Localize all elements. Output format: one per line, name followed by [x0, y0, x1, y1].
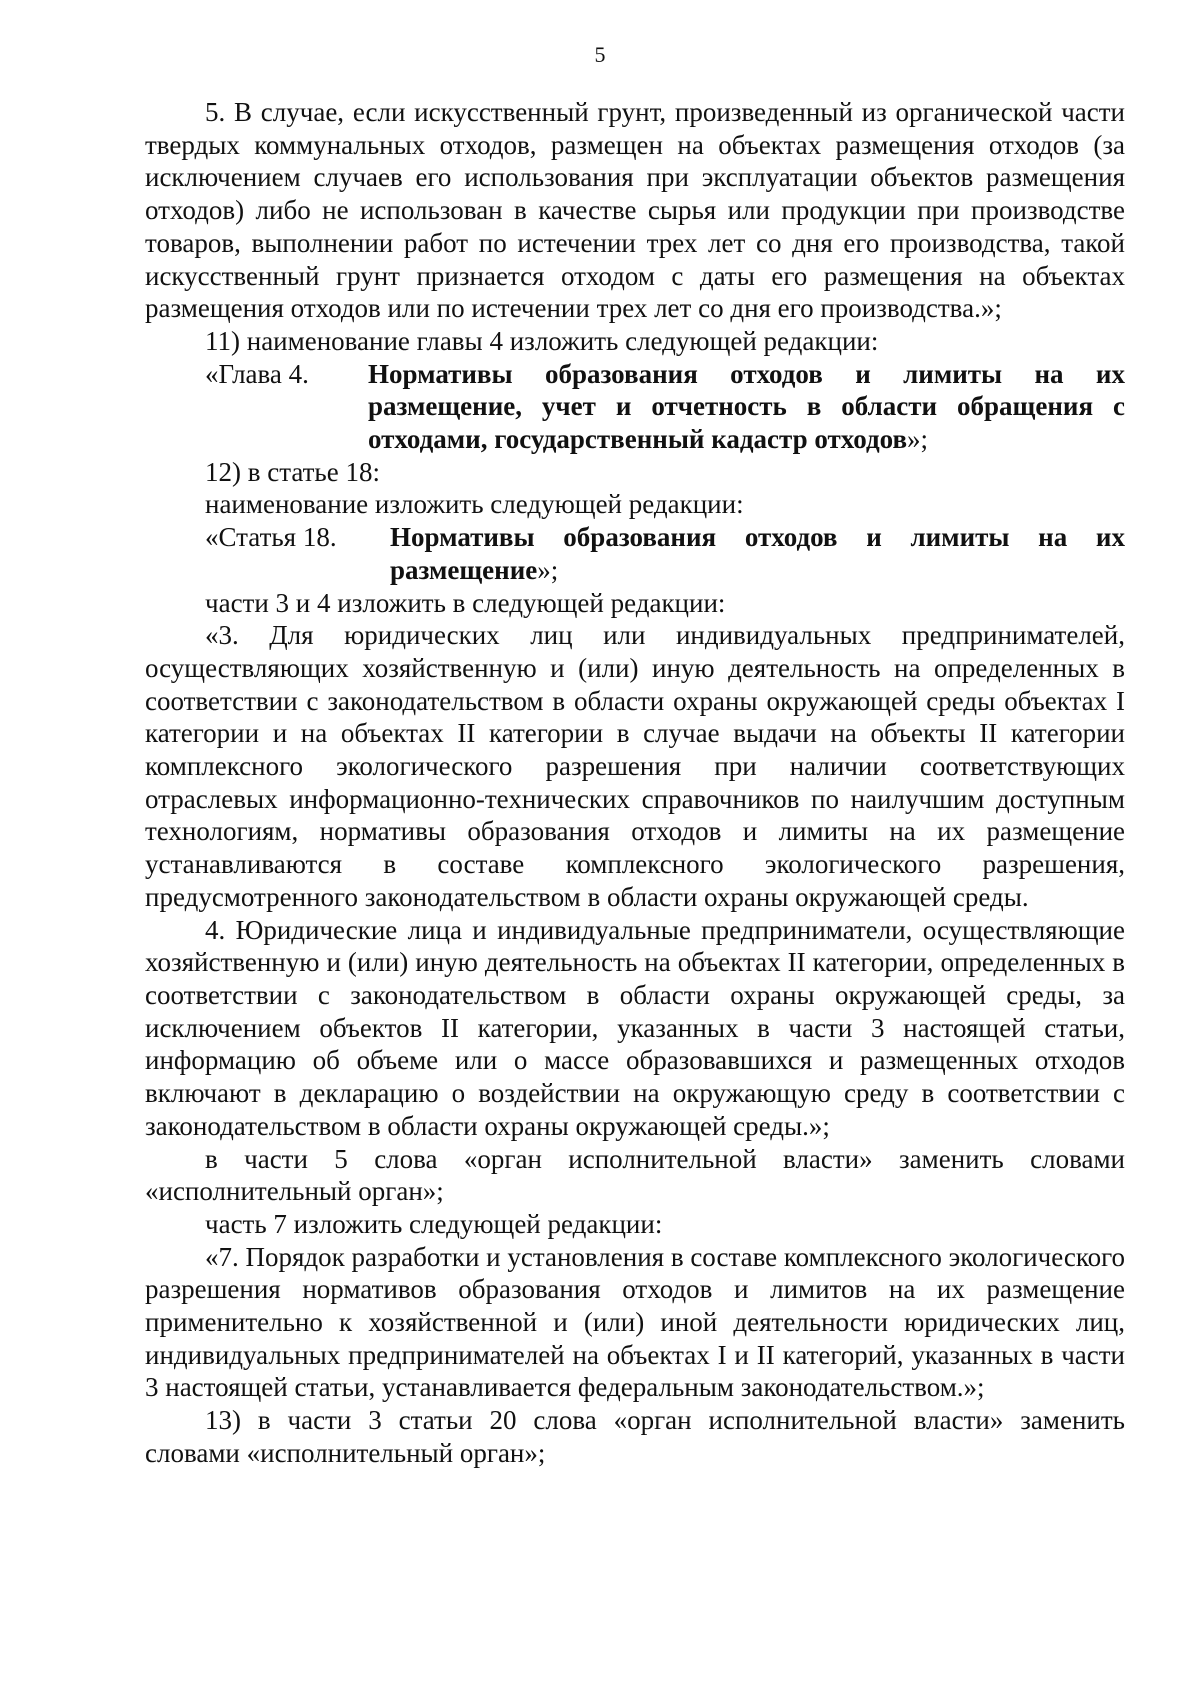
paragraph-item-13: 13) в части 3 статьи 20 слова «орган исполнительной власти» заменить словами «исполнительный орган»;: [145, 1405, 1125, 1468]
paragraph-name-change: наименование изложить следующей редакции:: [205, 489, 744, 520]
chapter-label: «Глава 4.: [205, 358, 309, 389]
article-title: [390, 521, 1125, 586]
paragraph-item-5: 5. В случае, если искусственный грунт, произведенный из органической части твердых коммунальных отходов, размещен на объектах размещения отходов (за исключением случаев его использования при эксплуатации объектов размещения отходов) либо не использован в качестве сырья или продукции при производстве товаров, выполнении работ по истечении трех лет со дня его производства, такой искусственный грунт признается отходом с даты его размещения на объектах размещения отходов или по истечении трех лет со дня его производства.»;: [145, 97, 1125, 324]
article-title-bold: Нормативы образования отходов и лимиты на их размещение: [390, 522, 1125, 585]
article-18-heading: [145, 521, 1125, 586]
chapter-4-heading: [145, 358, 1125, 456]
paragraph-part-3: «3. Для юридических лиц или индивидуальных предпринимателей, осуществляющих хозяйственную и (или) иную деятельность на определенных в соответствии с законодательством в области охраны окружающей среды объектах I категории и на объектах II категории в случае выдачи на объекты II категории комплексного экологического разрешения при наличии соответствующих отраслевых информационно-технических справочников по наилучшим доступным технологиям, нормативы образования отходов и лимиты на их размещение устанавливаются в составе комплексного экологического разрешения, предусмотренного законодательством в области охраны окружающей среды.: [145, 620, 1125, 912]
paragraph-item-12: 12) в статье 18:: [205, 456, 380, 487]
article-label: «Статья 18.: [205, 522, 337, 553]
paragraph-part-5-change: в части 5 слова «орган исполнительной власти» заменить словами «исполнительный орган»;: [145, 1143, 1125, 1207]
paragraph-part-7: «7. Порядок разработки и установления в составе комплексного экологического разрешения нормативов образования отходов и лимитов на их размещение применительно к хозяйственной и (или) иной деятельности юридических лиц, индивидуальных предпринимателей на объектах I и II категорий, указанных в части 3 настоящей статьи, устанавливается федеральным законодательством.»;: [145, 1241, 1125, 1403]
page-number: 5: [594, 42, 606, 67]
paragraph-part-7-intro: часть 7 изложить следующей редакции:: [205, 1208, 663, 1239]
paragraph-item-11: 11) наименование главы 4 изложить следующей редакции:: [205, 325, 879, 356]
paragraph-parts-3-4: части 3 и 4 изложить в следующей редакции:: [205, 587, 726, 618]
paragraph-part-4: 4. Юридические лица и индивидуальные предприниматели, осуществляющие хозяйственную и (или) иную деятельность на объектах II категории, определенных в соответствии с законодательством в области охраны окружающей среды, за исключением объектов II категории, указанных в части 3 настоящей статьи, информацию об объеме или о массе образовавшихся и размещенных отходов включают в декларацию о воздействии на окружающую среду в соответствии с законодательством в области охраны окружающей среды.»;: [145, 914, 1125, 1141]
chapter-title-bold: Нормативы образования отходов и лимиты на их размещение, учет и отчетность в области обращения с отходами, государственный кадастр отходов: [368, 358, 1125, 455]
chapter-title-tail: »;: [907, 424, 929, 455]
document-body: [145, 96, 1125, 1470]
chapter-title: [368, 358, 1125, 456]
article-title-tail: »;: [537, 554, 559, 585]
